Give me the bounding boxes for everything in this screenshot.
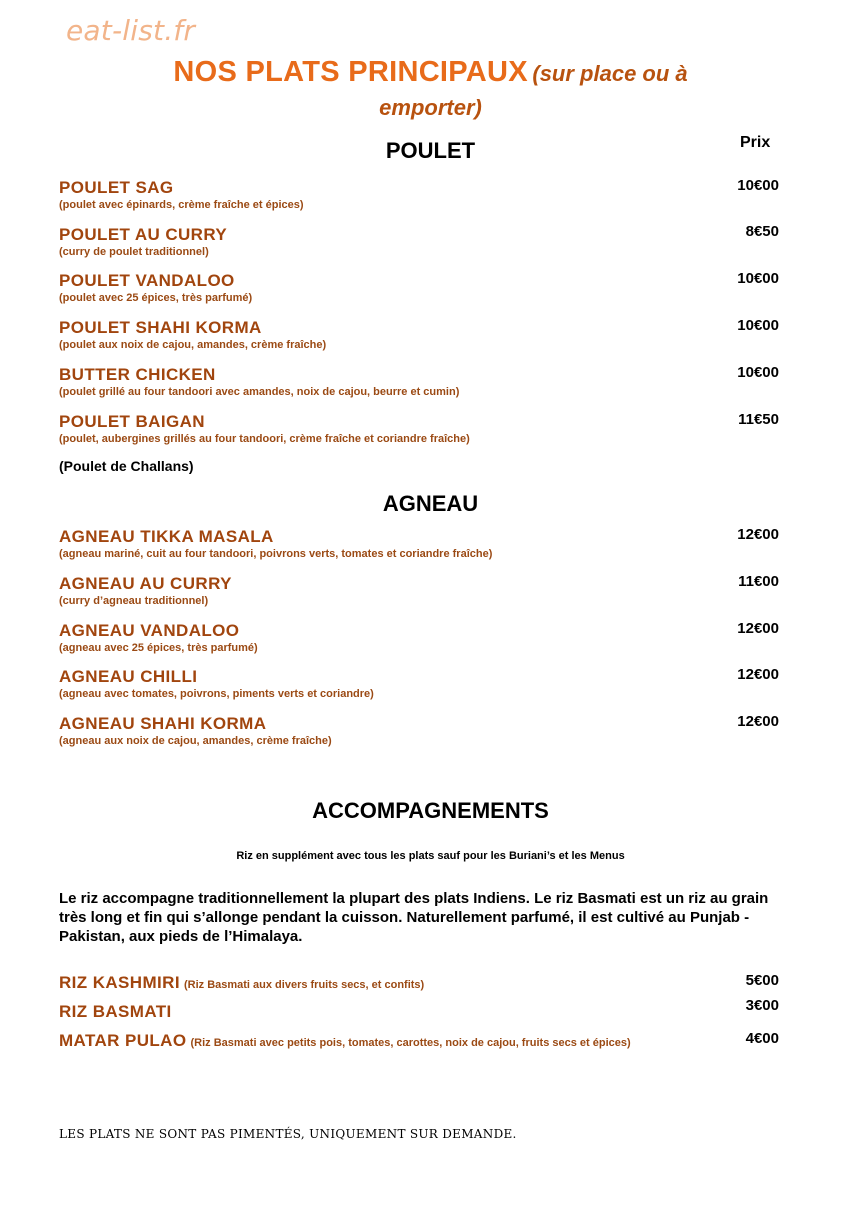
item-name: MATAR PULAO	[59, 1031, 187, 1050]
item-desc: (Riz Basmati avec petits pois, tomates, carottes, noix de cajou, fruits secs et épices)	[190, 1037, 631, 1049]
item-desc: (agneau avec tomates, poivrons, piments verts et coriandre)	[59, 688, 374, 700]
item-desc: (poulet grillé au four tandoori avec amandes, noix de cajou, beurre et cumin)	[59, 386, 460, 398]
menu-item	[59, 667, 779, 700]
item-price: 11€50	[738, 411, 779, 428]
menu-item	[59, 973, 759, 993]
item-name: AGNEAU SHAHI KORMA	[59, 714, 267, 733]
item-price: 10€00	[737, 364, 779, 381]
item-desc: (agneau avec 25 épices, très parfumé)	[59, 642, 258, 654]
menu-item	[59, 527, 779, 560]
poulet-origin-note: (Poulet de Challans)	[59, 458, 194, 474]
item-desc: (curry de poulet traditionnel)	[59, 246, 209, 258]
menu-item	[59, 365, 779, 398]
page-title	[0, 56, 861, 89]
menu-item	[59, 1002, 759, 1022]
rice-supplement-note: Riz en supplément avec tous les plats sauf pour les Buriani’s et les Menus	[236, 850, 625, 862]
item-name: AGNEAU CHILLI	[59, 667, 198, 686]
item-name: AGNEAU AU CURRY	[59, 574, 232, 593]
menu-item	[59, 714, 779, 747]
item-desc: (poulet aux noix de cajou, amandes, crème fraîche)	[59, 339, 327, 351]
item-name: RIZ BASMATI	[59, 1002, 172, 1021]
item-desc: (poulet avec épinards, crème fraîche et épices)	[59, 199, 304, 211]
item-name: POULET SHAHI KORMA	[59, 318, 262, 337]
item-desc: (poulet avec 25 épices, très parfumé)	[59, 292, 253, 304]
item-name: RIZ KASHMIRI	[59, 973, 180, 992]
item-price: 12€00	[737, 526, 779, 543]
item-name: POULET AU CURRY	[59, 225, 228, 244]
item-price: 12€00	[737, 620, 779, 637]
item-name: POULET SAG	[59, 178, 174, 197]
section-title-poulet: POULET	[385, 138, 476, 163]
menu-item	[59, 271, 779, 304]
item-price: 11€00	[738, 573, 779, 590]
item-price: 10€00	[737, 177, 779, 194]
spice-footer-note: LES PLATS NE SONT PAS PIMENTÉS, UNIQUEMENT SUR DEMANDE.	[59, 1127, 517, 1141]
item-desc: (agneau mariné, cuit au four tandoori, poivrons verts, tomates et coriandre fraîche)	[59, 548, 493, 560]
item-name: POULET VANDALOO	[59, 271, 235, 290]
section-title-accompagnements: ACCOMPAGNEMENTS	[312, 798, 549, 823]
price-header: Prix	[740, 134, 771, 151]
item-price: 12€00	[737, 666, 779, 683]
menu-item	[59, 621, 779, 654]
item-name: BUTTER CHICKEN	[59, 365, 216, 384]
item-desc: (agneau aux noix de cajou, amandes, crème fraîche)	[59, 735, 332, 747]
menu-item	[59, 225, 779, 258]
menu-item	[59, 574, 779, 607]
item-price: 12€00	[737, 713, 779, 730]
item-price: 3€00	[745, 997, 779, 1014]
menu-item	[59, 318, 779, 351]
watermark: eat-list.fr	[66, 14, 196, 47]
page-title-main: NOS PLATS PRINCIPAUX	[173, 56, 528, 88]
page-title-sub-line2: emporter)	[379, 95, 482, 120]
item-price: 5€00	[745, 972, 779, 989]
item-desc: (curry d’agneau traditionnel)	[59, 595, 209, 607]
item-name: POULET BAIGAN	[59, 412, 205, 431]
item-price: 8€50	[745, 223, 779, 240]
item-price: 10€00	[737, 317, 779, 334]
item-desc: (poulet, aubergines grillés au four tandoori, crème fraîche et coriandre fraîche)	[59, 433, 470, 445]
menu-item	[59, 412, 779, 445]
section-title-agneau: AGNEAU	[382, 491, 479, 516]
item-name: AGNEAU TIKKA MASALA	[59, 527, 274, 546]
item-price: 10€00	[737, 270, 779, 287]
rice-description: Le riz accompagne traditionnellement la plupart des plats Indiens. Le riz Basmati est un riz au grain très long et fin qui s’allonge pendant la cuisson. Naturellement parfumé, il est cultivé au Punjab - Pakistan, aux pieds de l’Himalaya.	[59, 890, 769, 945]
item-desc: (Riz Basmati aux divers fruits secs, et confits)	[183, 979, 425, 991]
page-title-sub: (sur place ou à	[532, 61, 688, 86]
item-price: 4€00	[745, 1030, 779, 1047]
item-name: AGNEAU VANDALOO	[59, 621, 240, 640]
menu-item	[59, 1031, 759, 1051]
menu-item	[59, 178, 779, 211]
